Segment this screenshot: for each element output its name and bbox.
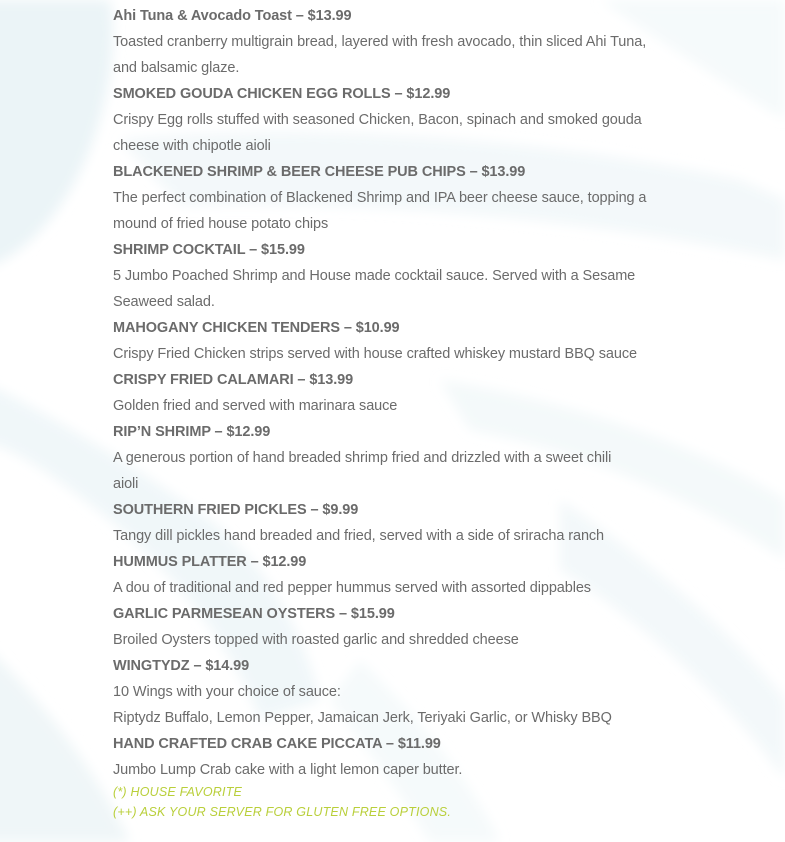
menu-item — [113, 81, 683, 159]
menu-item-description: A dou of traditional and red pepper hummus served with assorted dippables — [113, 580, 591, 596]
menu-item — [113, 731, 683, 783]
menu-item-description: Crispy Egg rolls stuffed with seasoned Chicken, Bacon, spinach and smoked gouda — [113, 112, 642, 128]
menu-item-title: HAND CRAFTED CRAB CAKE PICCATA – $11.99 — [113, 736, 441, 752]
menu-item-description: Toasted cranberry multigrain bread, layered with fresh avocado, thin sliced Ahi Tuna, — [113, 34, 647, 50]
menu-item-description: Broiled Oysters topped with roasted garlic and shredded cheese — [113, 632, 519, 648]
menu-item-description: Seaweed salad. — [113, 294, 215, 310]
menu-item-description: cheese with chipotle aioli — [113, 138, 271, 154]
menu-item-description: Jumbo Lump Crab cake with a light lemon caper butter. — [113, 762, 463, 778]
menu-notes — [113, 782, 451, 822]
menu-item-title: BLACKENED SHRIMP & BEER CHEESE PUB CHIPS – $13.99 — [113, 164, 526, 180]
menu-item-description: A generous portion of hand breaded shrimp fried and drizzled with a sweet chili — [113, 450, 612, 466]
menu-item-description: Golden fried and served with marinara sauce — [113, 398, 398, 414]
menu-item — [113, 237, 683, 315]
menu-item-title: MAHOGANY CHICKEN TENDERS – $10.99 — [113, 320, 400, 336]
menu-item-description: mound of fried house potato chips — [113, 216, 329, 232]
menu-item-description: Crispy Fried Chicken strips served with house crafted whiskey mustard BBQ sauce — [113, 346, 637, 362]
menu-item-title: CRISPY FRIED CALAMARI – $13.99 — [113, 372, 354, 388]
menu-item-title: SHRIMP COCKTAIL – $15.99 — [113, 242, 305, 258]
menu-item — [113, 315, 683, 367]
menu-item-description: and balsamic glaze. — [113, 60, 240, 76]
menu-item-description: Tangy dill pickles hand breaded and fried, served with a side of sriracha ranch — [113, 528, 605, 544]
menu-item — [113, 159, 683, 237]
menu-item-title: SOUTHERN FRIED PICKLES – $9.99 — [113, 502, 359, 518]
menu-item-title: GARLIC PARMESEAN OYSTERS – $15.99 — [113, 606, 395, 622]
appetizer-menu — [113, 3, 683, 783]
menu-item-title: HUMMUS PLATTER – $12.99 — [113, 554, 307, 570]
menu-item — [113, 653, 683, 731]
menu-item — [113, 3, 683, 81]
menu-item-title: SMOKED GOUDA CHICKEN EGG ROLLS – $12.99 — [113, 86, 451, 102]
menu-item — [113, 367, 683, 419]
menu-item-title: Ahi Tuna & Avocado Toast – $13.99 — [113, 8, 352, 24]
menu-item-description: 10 Wings with your choice of sauce: — [113, 684, 341, 700]
menu-item-title: WINGTYDZ – $14.99 — [113, 658, 250, 674]
menu-item — [113, 549, 683, 601]
menu-item-title: RIP’N SHRIMP – $12.99 — [113, 424, 271, 440]
menu-item-description: 5 Jumbo Poached Shrimp and House made cocktail sauce. Served with a Sesame — [113, 268, 636, 284]
menu-item — [113, 601, 683, 653]
menu-item-description: The perfect combination of Blackened Shrimp and IPA beer cheese sauce, topping a — [113, 190, 647, 206]
menu-item-description: Riptydz Buffalo, Lemon Pepper, Jamaican Jerk, Teriyaki Garlic, or Whisky BBQ — [113, 710, 612, 726]
house-favorite-note: (*) HOUSE FAVORITE — [113, 785, 243, 799]
menu-item — [113, 419, 683, 497]
menu-item — [113, 497, 683, 549]
gluten-free-note: (++) ASK YOUR SERVER FOR GLUTEN FREE OPTIONS. — [113, 805, 452, 819]
menu-item-description: aioli — [113, 476, 139, 492]
